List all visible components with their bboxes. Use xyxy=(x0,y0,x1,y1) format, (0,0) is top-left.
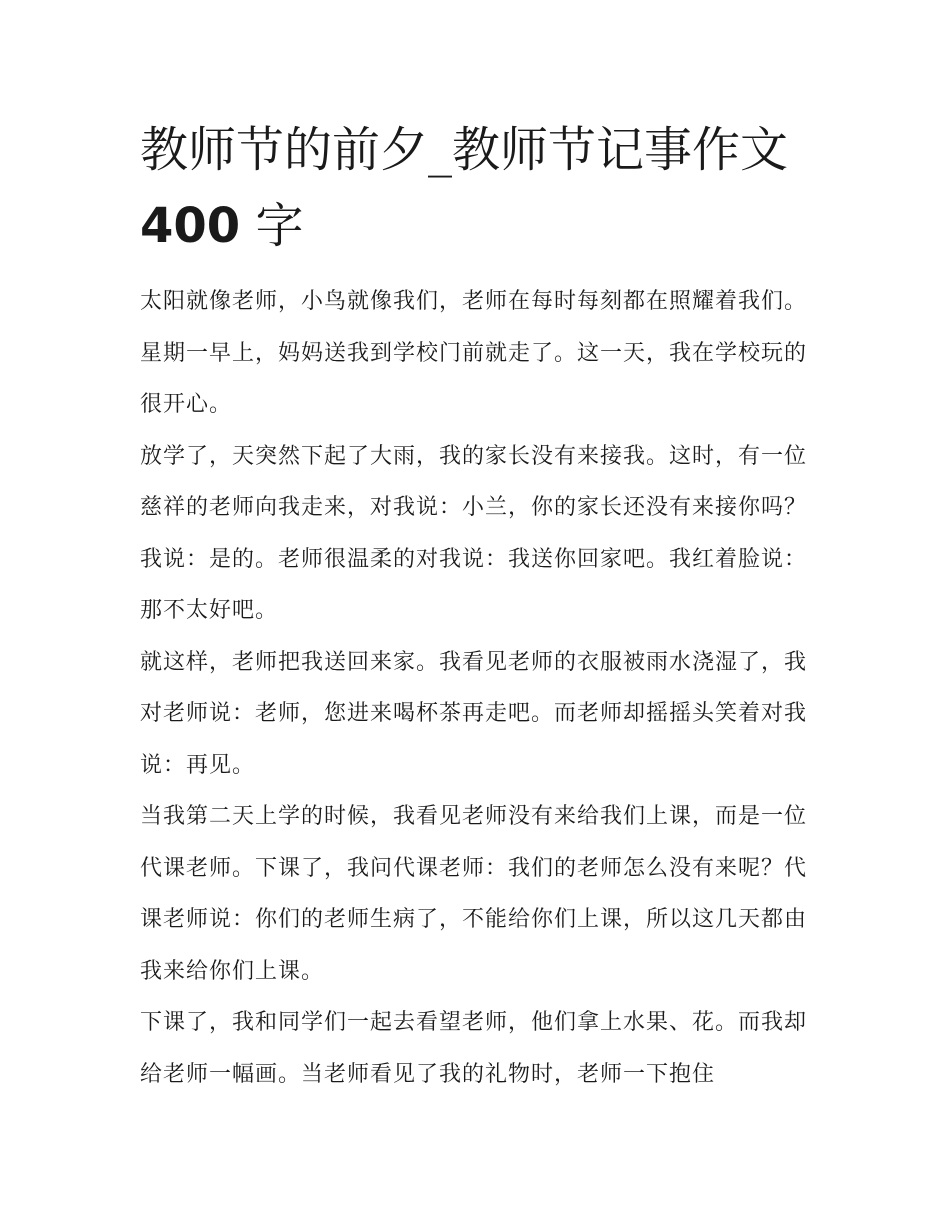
paragraph: 放学了，天突然下起了大雨，我的家长没有来接我。这时，有一位慈祥的老师向我走来，对我说：小兰，你的家长还没有来接你吗？我说：是的。老师很温柔的对我说：我送你回家吧。我红着脸说：那不太好吧。 xyxy=(140,443,808,623)
paragraph: 太阳就像老师，小鸟就像我们，老师在每时每刻都在照耀着我们。 星期一早上，妈妈送我到学校门前就走了。这一天，我在学校玩的很开心。 xyxy=(140,289,808,417)
title-unit: 字 xyxy=(255,198,304,254)
title-main-text: 教师节的前夕_教师节记事作文 xyxy=(140,122,789,178)
document-body xyxy=(140,276,816,1100)
paragraph: 当我第二天上学的时候，我看见老师没有来给我们上课，而是一位代课老师。下课了，我问代课老师：我们的老师怎么没有来呢？代课老师说：你们的老师生病了，不能给你们上课，所以这几天都由我来给你们上课。 xyxy=(140,804,808,984)
paragraph: 就这样，老师把我送回来家。我看见老师的衣服被雨水浇湿了，我对老师说：老师，您进来喝杯茶再走吧。而老师却摇摇头笑着对我说：再见。 xyxy=(140,649,808,778)
paragraph: 下课了，我和同学们一起去看望老师，他们拿上水果、花。而我却给老师一幅画。当老师看见了我的礼物时，老师一下抱住 xyxy=(140,1010,808,1087)
document-title xyxy=(140,112,820,264)
title-number: 400 xyxy=(140,198,241,254)
